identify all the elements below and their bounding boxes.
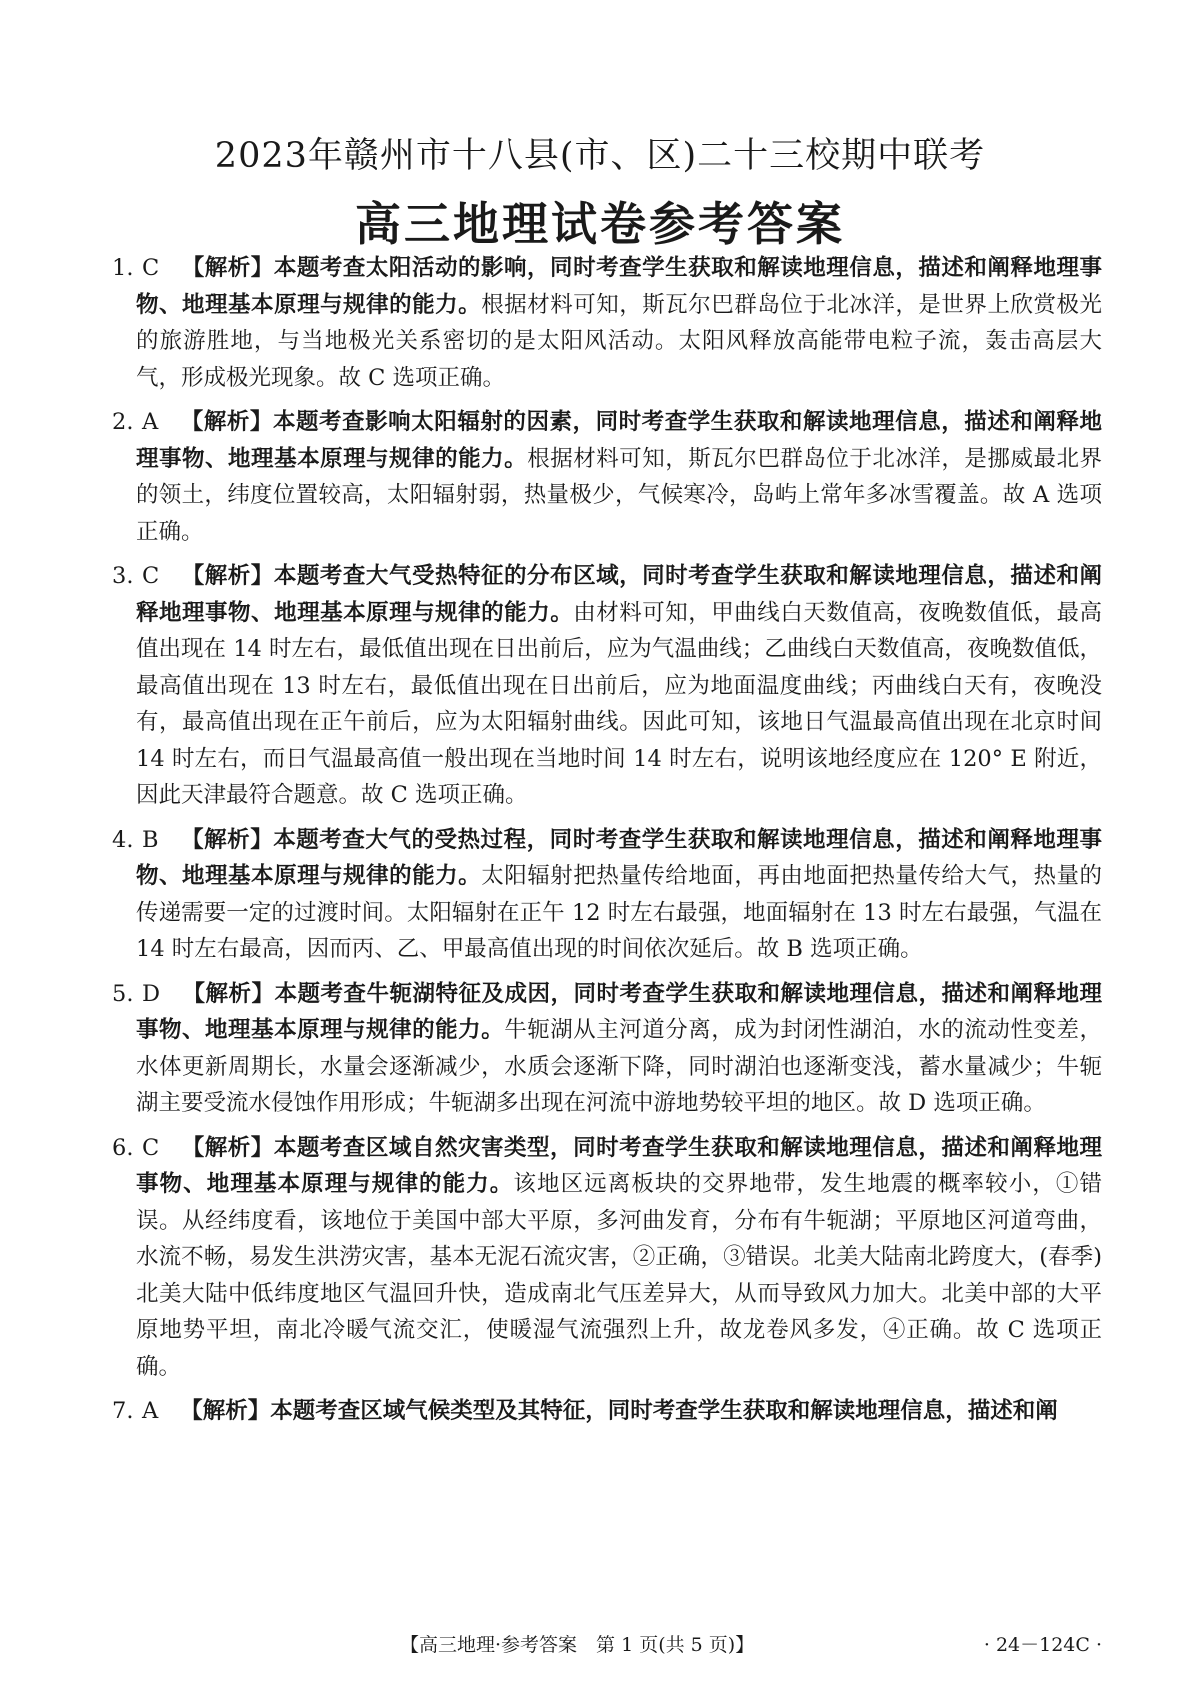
analysis-intro: 本题考查太阳活动的影响，同时考查学生获取和解读地理信息，描述和阐释地理事物、地理基本原理与规律的能力。	[136, 255, 1102, 318]
footer-page-info: 【高三地理·参考答案 第 1 页(共 5 页)】	[400, 1634, 755, 1656]
analysis-tag: 【解析】	[180, 826, 274, 853]
analysis-body: 牛轭湖从主河道分离，成为封闭性湖泊，水的流动性变差，水体更新周期长，水量会逐渐减少，水质会逐渐下降，同时湖泊也逐渐变浅，蓄水量减少；牛轭湖主要受流水侵蚀作用形成；牛轭湖多出现在河流中游地势较平坦的地区。故 D 选项正确。	[136, 1017, 1102, 1116]
analysis-tag: 【解析】	[181, 255, 274, 281]
analysis-intro: 本题考查区域自然灾害类型，同时考查学生获取和解读地理信息，描述和阐释地理事物、地理基本原理与规律的能力。	[136, 1134, 1102, 1197]
analysis-body: 该地区远离板块的交界地带，发生地震的概率较小，①错误。从经纬度看，该地位于美国中部大平原，多河曲发育，分布有牛轭湖；平原地区河道弯曲，水流不畅，易发生洪涝灾害，基本无泥石流灾害，②正确，③错误。北美大陆南北跨度大，(春季)北美大陆中低纬度地区气温回升快，造成南北气压差异大，从而导致风力加大。北美中部的大平原地势平坦，南北冷暖气流交汇，使暖湿气流强烈上升，故龙卷风多发，④正确。故 C 选项正确。	[136, 1171, 1102, 1380]
answer-letter: B	[142, 826, 159, 853]
answer-letter: A	[142, 409, 159, 435]
analysis-intro: 本题考查大气的受热过程，同时考查学生获取和解读地理信息，描述和阐释地理事物、地理基本原理与规律的能力。	[136, 826, 1102, 889]
answer-letter: D	[142, 980, 161, 1007]
answer-letter: A	[142, 1398, 159, 1424]
answer-item	[112, 1393, 1102, 1430]
answer-item	[112, 404, 1102, 550]
analysis-body: 根据材料可知，斯瓦尔巴群岛位于北冰洋，是世界上欣赏极光的旅游胜地，与当地极光关系密切的是太阳风活动。太阳风释放高能带电粒子流，轰击高层大气，形成极光现象。故 C 选项正确。	[136, 291, 1102, 391]
item-number: 2.	[112, 409, 134, 435]
analysis-intro: 本题考查影响太阳辐射的因素，同时考查学生获取和解读地理信息，描述和阐释地理事物、地理基本原理与规律的能力。	[136, 409, 1102, 472]
analysis-tag: 【解析】	[180, 1398, 271, 1424]
analysis-tag: 【解析】	[181, 563, 274, 589]
item-number: 5.	[112, 980, 134, 1007]
answer-letter: C	[142, 563, 160, 589]
analysis-tag: 【解析】	[181, 1134, 274, 1161]
answer-item	[112, 976, 1102, 1122]
footer-code: · 24－124C ·	[983, 1634, 1102, 1656]
answer-letter: C	[142, 255, 160, 281]
analysis-tag: 【解析】	[180, 409, 273, 435]
answer-item	[112, 822, 1102, 968]
answer-item	[112, 558, 1102, 814]
answer-list	[112, 250, 1102, 1438]
answer-letter: C	[142, 1134, 160, 1161]
exam-title: 2023年赣州市十八县(市、区)二十三校期中联考	[214, 136, 986, 176]
analysis-intro: 本题考查大气受热特征的分布区域，同时考查学生获取和解读地理信息，描述和阐释地理事物、地理基本原理与规律的能力。	[136, 563, 1102, 626]
answer-item	[112, 250, 1102, 396]
item-number: 7.	[112, 1398, 134, 1424]
analysis-tag: 【解析】	[182, 980, 275, 1007]
analysis-body: 由材料可知，甲曲线白天数值高，夜晚数值低，最高值出现在 14 时左右，最低值出现在日出前后，应为气温曲线；乙曲线白天数值高，夜晚数值低，最高值出现在 13 时左右，最低值出现在日出前后，应为地面温度曲线；丙曲线白天有，夜晚没有，最高值出现在正午前后，应为太阳辐射曲线。因此可知，该地日气温最高值出现在北京时间 14 时左右，而日气温最高值一般出现在当地时间 14 时左右，说明该地经度应在 120° E 附近，因此天津最符合题意。故 C 选项正确。	[136, 599, 1102, 808]
item-number: 3.	[112, 563, 134, 589]
document-title: 高三地理试卷参考答案	[355, 197, 845, 251]
item-number: 4.	[112, 826, 134, 853]
item-number: 6.	[112, 1134, 134, 1161]
analysis-body: 太阳辐射把热量传给地面，再由地面把热量传给大气，热量的传递需要一定的过渡时间。太阳辐射在正午 12 时左右最强，地面辐射在 13 时左右最强，气温在 14 时左右最高，因而丙、乙、甲最高值出现的时间依次延后。故 B 选项正确。	[136, 863, 1102, 962]
answer-item	[112, 1130, 1102, 1386]
analysis-intro: 本题考查牛轭湖特征及成因，同时考查学生获取和解读地理信息，描述和阐释地理事物、地理基本原理与规律的能力。	[136, 980, 1102, 1043]
analysis-body: 根据材料可知，斯瓦尔巴群岛位于北冰洋，是挪威最北界的领土，纬度位置较高，太阳辐射弱，热量极少，气候寒冷，岛屿上常年多冰雪覆盖。故 A 选项正确。	[136, 445, 1102, 545]
analysis-intro: 本题考查区域气候类型及其特征，同时考查学生获取和解读地理信息，描述和阐	[270, 1398, 1058, 1424]
item-number: 1.	[112, 255, 134, 281]
